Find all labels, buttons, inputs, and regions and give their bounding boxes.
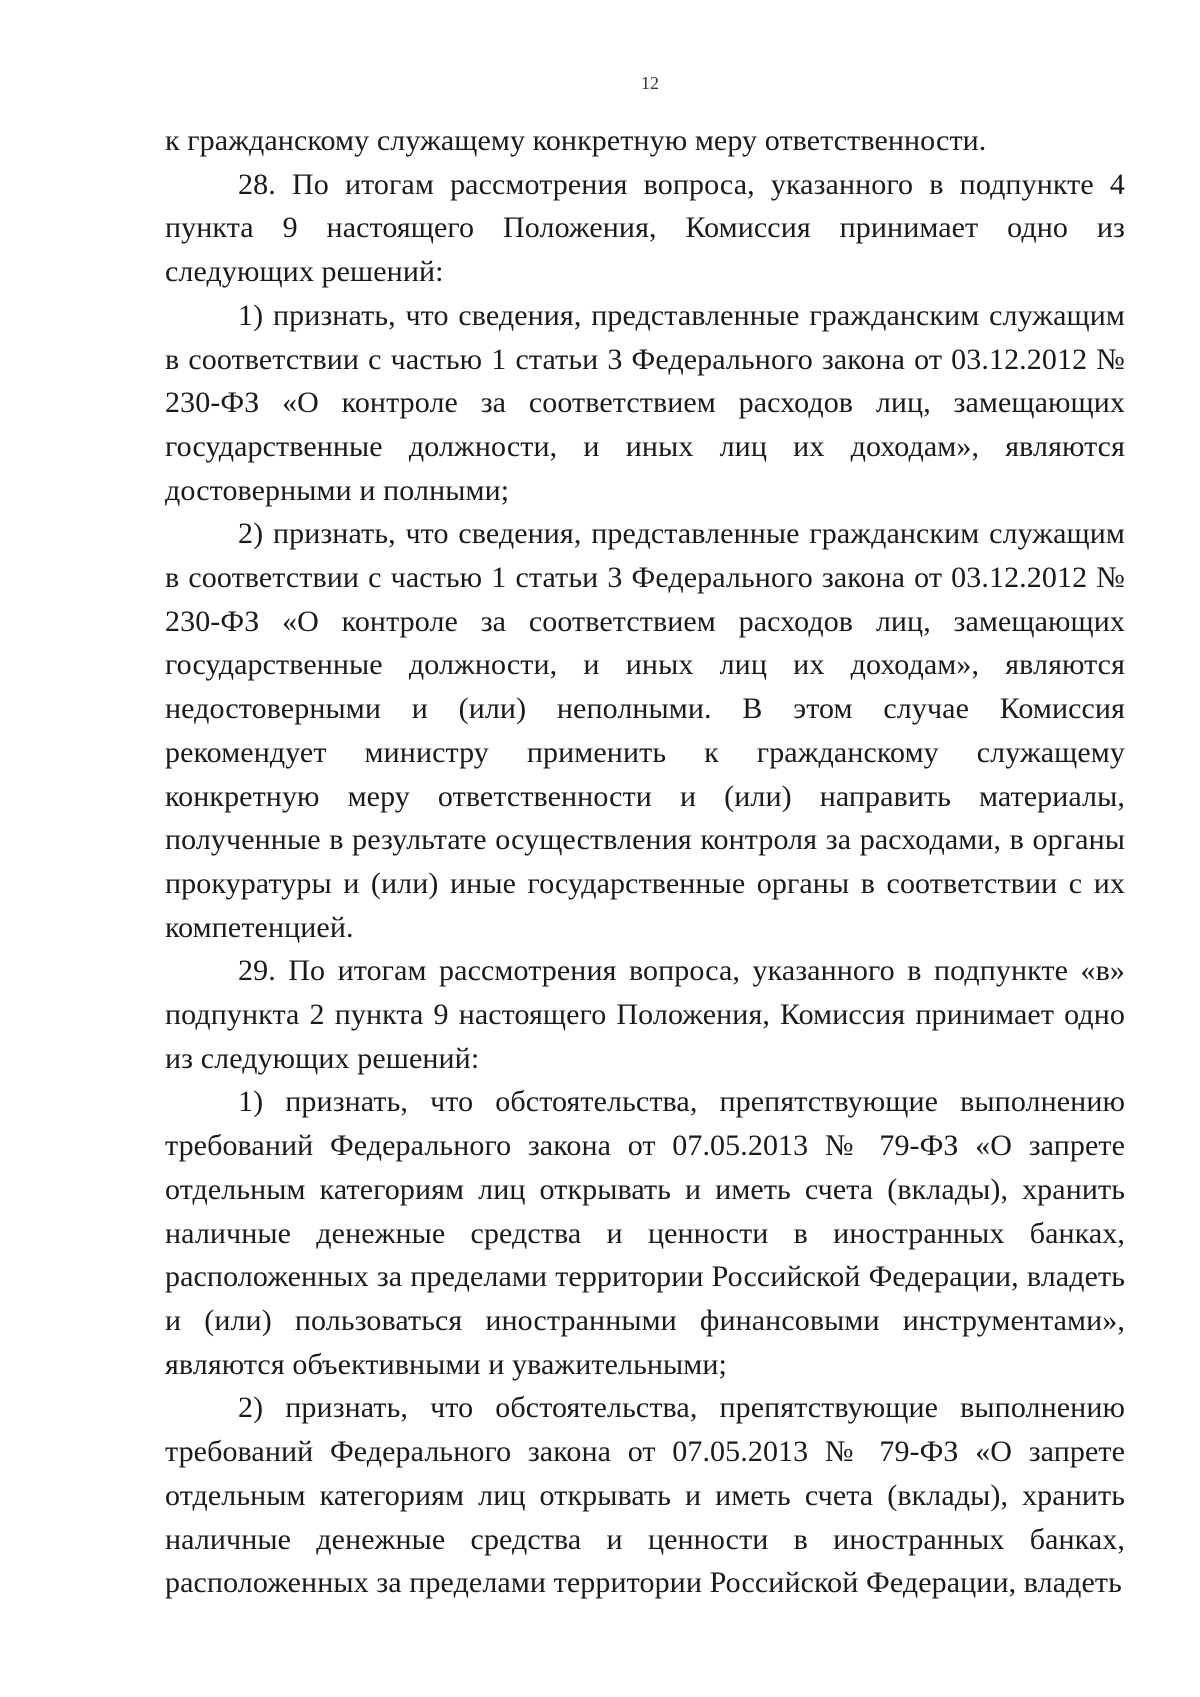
paragraph-item-28: 28. По итогам рассмотрения вопроса, указанного в подпункте 4 пункта 9 настоящего Положения, Комиссия принимает одно из следующих решений: xyxy=(165,167,1125,289)
document-body xyxy=(165,119,1125,1605)
paragraph-continuation: к гражданскому служащему конкретную меру ответственности. xyxy=(165,124,987,157)
page-number: 12 xyxy=(641,73,659,93)
paragraph-29-subitem-1: 1) признать, что обстоятельства, препятствующие выполнению требований Федерального закона от 07.05.2013 № 79-ФЗ «О запрете отдельным категориям лиц открывать и иметь счета (вклады), хранить наличные денежные средства и ценности в иностранных банках, расположенных за пределами территории Российской Федерации, владеть и (или) пользоваться иностранными финансовыми инструментами», являются объективными и уважительными; xyxy=(165,1085,1125,1381)
paragraph-item-29: 29. По итогам рассмотрения вопроса, указанного в подпункте «в» подпункта 2 пункта 9 настоящего Положения, Комиссия принимает одно из следующих решений: xyxy=(165,954,1125,1075)
paragraph-29-subitem-2: 2) признать, что обстоятельства, препятствующие выполнению требований Федерального закона от 07.05.2013 № 79-ФЗ «О запрете отдельным категориям лиц открывать и иметь счета (вклады), хранить наличные денежные средства и ценности в иностранных банках, расположенных за пределами территории Российской Федерации, владеть xyxy=(165,1391,1125,1600)
paragraph-28-subitem-2: 2) признать, что сведения, представленные гражданским служащим в соответствии с частью 1 статьи 3 Федерального закона от 03.12.2012 № 230-ФЗ «О контроле за соответствием расходов лиц, замещающих государственные должности, и иных лиц их доходам», являются недостоверными и (или) неполными. В этом случае Комиссия рекомендует министру применить к гражданскому служащему конкретную меру ответственности и (или) направить материалы, полученные в результате осуществления контроля за расходами, в органы прокуратуры и (или) иные государственные органы в соответствии с их компетенцией. xyxy=(165,517,1125,944)
paragraph-28-subitem-1: 1) признать, что сведения, представленные гражданским служащим в соответствии с частью 1 статьи 3 Федерального закона от 03.12.2012 № 230-ФЗ «О контроле за соответствием расходов лиц, замещающих государственные должности, и иных лиц их доходам», являются достоверными и полными; xyxy=(165,298,1125,507)
